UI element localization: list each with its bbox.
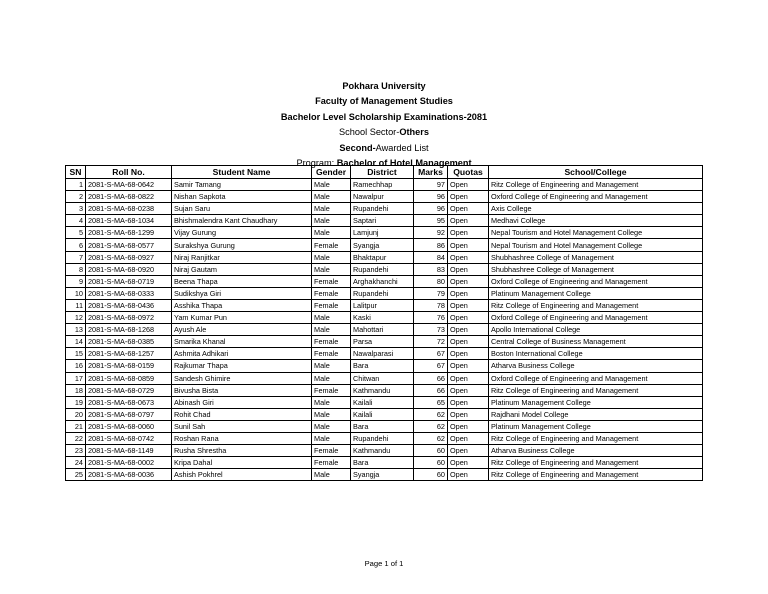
marks-cell: 62 [414,432,448,444]
student-name-cell: Ashish Pokhrel [172,469,312,481]
table-row [66,179,703,191]
district-cell: Rupandehi [351,287,414,299]
quota-cell: Open [448,408,489,420]
district-cell: Nawalparasi [351,348,414,360]
district-cell: Chitwan [351,372,414,384]
roll-number-cell: 2081-S-MA-68-0385 [86,336,172,348]
table-row [66,420,703,432]
table-row [66,312,703,324]
column-header: Gender [312,166,351,179]
district-cell: Nawalpur [351,191,414,203]
table-row [66,445,703,457]
serial-number-cell: 10 [66,287,86,299]
marks-cell: 60 [414,457,448,469]
gender-cell: Male [312,227,351,239]
college-cell: Oxford College of Engineering and Management [489,275,703,287]
marks-cell: 60 [414,469,448,481]
quota-cell: Open [448,179,489,191]
college-cell: Platinum Management College [489,287,703,299]
district-cell: Kailali [351,396,414,408]
college-cell: Oxford College of Engineering and Management [489,191,703,203]
column-header: School/College [489,166,703,179]
district-cell: Bhaktapur [351,251,414,263]
quota-cell: Open [448,469,489,481]
roll-number-cell: 2081-S-MA-68-1299 [86,227,172,239]
student-name-cell: Rohit Chad [172,408,312,420]
college-cell: Nepal Tourism and Hotel Management College [489,239,703,251]
roll-number-cell: 2081-S-MA-68-0927 [86,251,172,263]
serial-number-cell: 19 [66,396,86,408]
table-row [66,360,703,372]
quota-cell: Open [448,191,489,203]
district-cell: Kathmandu [351,384,414,396]
district-cell: Kailali [351,408,414,420]
quota-cell: Open [448,445,489,457]
gender-cell: Male [312,179,351,191]
table-row [66,384,703,396]
student-name-cell: Roshan Rana [172,432,312,444]
column-header: Student Name [172,166,312,179]
table-row [66,348,703,360]
roll-number-cell: 2081-S-MA-68-0238 [86,203,172,215]
table-row [66,299,703,311]
serial-number-cell: 1 [66,179,86,191]
serial-number-cell: 24 [66,457,86,469]
roll-number-cell: 2081-S-MA-68-0642 [86,179,172,191]
serial-number-cell: 7 [66,251,86,263]
quota-cell: Open [448,384,489,396]
college-cell: Ritz College of Engineering and Management [489,384,703,396]
quota-cell: Open [448,348,489,360]
quota-cell: Open [448,432,489,444]
table-row [66,251,703,263]
serial-number-cell: 17 [66,372,86,384]
serial-number-cell: 14 [66,336,86,348]
roll-number-cell: 2081-S-MA-68-0436 [86,299,172,311]
student-name-cell: Beena Thapa [172,275,312,287]
document-header [0,79,768,171]
marks-cell: 92 [414,227,448,239]
gender-cell: Female [312,457,351,469]
gender-cell: Male [312,312,351,324]
marks-cell: 83 [414,263,448,275]
table-row [66,324,703,336]
roll-number-cell: 2081-S-MA-68-0742 [86,432,172,444]
serial-number-cell: 18 [66,384,86,396]
roll-number-cell: 2081-S-MA-68-1257 [86,348,172,360]
gender-cell: Male [312,420,351,432]
marks-cell: 96 [414,203,448,215]
quota-cell: Open [448,312,489,324]
table-row [66,432,703,444]
roll-number-cell: 2081-S-MA-68-0577 [86,239,172,251]
quota-cell: Open [448,239,489,251]
table-row [66,227,703,239]
serial-number-cell: 9 [66,275,86,287]
college-cell: Atharva Business College [489,360,703,372]
student-name-cell: Kripa Dahal [172,457,312,469]
serial-number-cell: 15 [66,348,86,360]
student-name-cell: Samir Tamang [172,179,312,191]
marks-cell: 66 [414,372,448,384]
gender-cell: Male [312,203,351,215]
marks-cell: 80 [414,275,448,287]
serial-number-cell: 20 [66,408,86,420]
student-name-cell: Rusha Shrestha [172,445,312,457]
district-cell: Lalitpur [351,299,414,311]
district-cell: Bara [351,360,414,372]
table-row [66,408,703,420]
serial-number-cell: 16 [66,360,86,372]
college-cell: Platinum Management College [489,396,703,408]
student-name-cell: Sujan Saru [172,203,312,215]
sector-label: School Sector- [339,127,400,138]
student-name-cell: Surakshya Gurung [172,239,312,251]
sector-value: Others [399,127,429,138]
student-name-cell: Bhishmalendra Kant Chaudhary [172,215,312,227]
student-name-cell: Bivusha Bista [172,384,312,396]
college-cell: Medhavi College [489,215,703,227]
student-name-cell: Asshika Thapa [172,299,312,311]
university-name: Pokhara University [342,81,426,91]
quota-cell: Open [448,263,489,275]
roll-number-cell: 2081-S-MA-68-1149 [86,445,172,457]
quota-cell: Open [448,203,489,215]
district-cell: Rupandehi [351,263,414,275]
gender-cell: Male [312,396,351,408]
marks-cell: 84 [414,251,448,263]
column-header: Roll No. [86,166,172,179]
gender-cell: Male [312,469,351,481]
roll-number-cell: 2081-S-MA-68-0060 [86,420,172,432]
college-cell: Ritz College of Engineering and Management [489,179,703,191]
college-cell: Rajdhani Model College [489,408,703,420]
roll-number-cell: 2081-S-MA-68-0333 [86,287,172,299]
gender-cell: Male [312,324,351,336]
gender-cell: Male [312,263,351,275]
table-row [66,239,703,251]
gender-cell: Male [312,215,351,227]
college-cell: Central College of Business Management [489,336,703,348]
student-name-cell: Niraj Ranjitkar [172,251,312,263]
marks-cell: 97 [414,179,448,191]
roll-number-cell: 2081-S-MA-68-0859 [86,372,172,384]
college-cell: Oxford College of Engineering and Management [489,312,703,324]
list-value: Awarded List [375,142,429,153]
scholarship-table [65,165,703,481]
student-name-cell: Sandesh Ghimire [172,372,312,384]
college-cell: Ritz College of Engineering and Management [489,457,703,469]
program-label: Program: [296,158,337,169]
student-name-cell: Nishan Sapkota [172,191,312,203]
student-name-cell: Ayush Ale [172,324,312,336]
college-cell: Axis College [489,203,703,215]
roll-number-cell: 2081-S-MA-68-0036 [86,469,172,481]
gender-cell: Male [312,251,351,263]
district-cell: Arghakhanchi [351,275,414,287]
roll-number-cell: 2081-S-MA-68-1268 [86,324,172,336]
college-cell: Platinum Management College [489,420,703,432]
college-cell: Ritz College of Engineering and Management [489,469,703,481]
column-header: Marks [414,166,448,179]
table-row [66,457,703,469]
gender-cell: Male [312,191,351,203]
table-row [66,336,703,348]
table-row [66,469,703,481]
column-header: District [351,166,414,179]
district-cell: Kathmandu [351,445,414,457]
column-header: SN [66,166,86,179]
table-body [66,179,703,481]
table-row [66,263,703,275]
gender-cell: Female [312,336,351,348]
table-row [66,191,703,203]
serial-number-cell: 6 [66,239,86,251]
quota-cell: Open [448,287,489,299]
roll-number-cell: 2081-S-MA-68-0673 [86,396,172,408]
gender-cell: Female [312,275,351,287]
college-cell: Shubhashree College of Management [489,251,703,263]
quota-cell: Open [448,299,489,311]
gender-cell: Male [312,360,351,372]
serial-number-cell: 25 [66,469,86,481]
marks-cell: 60 [414,445,448,457]
gender-cell: Female [312,299,351,311]
roll-number-cell: 2081-S-MA-68-0972 [86,312,172,324]
district-cell: Syangja [351,239,414,251]
serial-number-cell: 23 [66,445,86,457]
marks-cell: 62 [414,420,448,432]
table-row [66,275,703,287]
marks-cell: 79 [414,287,448,299]
list-label: Second- [339,142,376,153]
gender-cell: Male [312,408,351,420]
college-cell: Ritz College of Engineering and Management [489,299,703,311]
serial-number-cell: 21 [66,420,86,432]
student-name-cell: Yam Kumar Pun [172,312,312,324]
serial-number-cell: 3 [66,203,86,215]
district-cell: Syangja [351,469,414,481]
serial-number-cell: 2 [66,191,86,203]
district-cell: Rupandehi [351,203,414,215]
marks-cell: 67 [414,348,448,360]
serial-number-cell: 5 [66,227,86,239]
district-cell: Parsa [351,336,414,348]
column-header: Quotas [448,166,489,179]
gender-cell: Male [312,372,351,384]
table-row [66,396,703,408]
marks-cell: 76 [414,312,448,324]
marks-cell: 66 [414,384,448,396]
district-cell: Kaski [351,312,414,324]
faculty-name: Faculty of Management Studies [315,96,453,107]
exam-title: Bachelor Level Scholarship Examinations-2081 [280,111,488,122]
college-cell: Ritz College of Engineering and Management [489,432,703,444]
marks-cell: 65 [414,396,448,408]
roll-number-cell: 2081-S-MA-68-0822 [86,191,172,203]
college-cell: Boston International College [489,348,703,360]
district-cell: Bara [351,420,414,432]
marks-cell: 72 [414,336,448,348]
student-name-cell: Abinash Giri [172,396,312,408]
serial-number-cell: 8 [66,263,86,275]
serial-number-cell: 11 [66,299,86,311]
marks-cell: 96 [414,191,448,203]
quota-cell: Open [448,336,489,348]
district-cell: Saptari [351,215,414,227]
serial-number-cell: 22 [66,432,86,444]
quota-cell: Open [448,251,489,263]
list-line [0,141,768,156]
student-name-cell: Sunil Sah [172,420,312,432]
marks-cell: 62 [414,408,448,420]
quota-cell: Open [448,215,489,227]
gender-cell: Female [312,239,351,251]
college-cell: Nepal Tourism and Hotel Management College [489,227,703,239]
quota-cell: Open [448,372,489,384]
quota-cell: Open [448,324,489,336]
sector-line [0,125,768,140]
serial-number-cell: 12 [66,312,86,324]
roll-number-cell: 2081-S-MA-68-0159 [86,360,172,372]
college-cell: Atharva Business College [489,445,703,457]
student-name-cell: Rajkumar Thapa [172,360,312,372]
serial-number-cell: 4 [66,215,86,227]
district-cell: Mahottari [351,324,414,336]
marks-cell: 86 [414,239,448,251]
college-cell: Shubhashree College of Management [489,263,703,275]
student-name-cell: Ashmita Adhikari [172,348,312,360]
gender-cell: Female [312,384,351,396]
college-cell: Apollo International College [489,324,703,336]
marks-cell: 95 [414,215,448,227]
marks-cell: 67 [414,360,448,372]
table-row [66,287,703,299]
table-header-row [66,166,703,179]
gender-cell: Male [312,432,351,444]
serial-number-cell: 13 [66,324,86,336]
roll-number-cell: 2081-S-MA-68-0719 [86,275,172,287]
student-name-cell: Sudikshya Giri [172,287,312,299]
page-number: Page 1 of 1 [364,559,404,568]
district-cell: Ramechhap [351,179,414,191]
gender-cell: Female [312,287,351,299]
table-row [66,215,703,227]
table-row [66,372,703,384]
roll-number-cell: 2081-S-MA-68-0002 [86,457,172,469]
college-cell: Oxford College of Engineering and Management [489,372,703,384]
quota-cell: Open [448,457,489,469]
district-cell: Rupandehi [351,432,414,444]
quota-cell: Open [448,420,489,432]
marks-cell: 73 [414,324,448,336]
roll-number-cell: 2081-S-MA-68-0729 [86,384,172,396]
quota-cell: Open [448,275,489,287]
district-cell: Bara [351,457,414,469]
roll-number-cell: 2081-S-MA-68-1034 [86,215,172,227]
student-name-cell: Niraj Gautam [172,263,312,275]
marks-cell: 78 [414,299,448,311]
student-name-cell: Smarika Khanal [172,336,312,348]
district-cell: Lamjunj [351,227,414,239]
quota-cell: Open [448,396,489,408]
roll-number-cell: 2081-S-MA-68-0920 [86,263,172,275]
program-value: Bachelor of Hotel Management [336,158,472,169]
gender-cell: Female [312,445,351,457]
gender-cell: Female [312,348,351,360]
quota-cell: Open [448,227,489,239]
quota-cell: Open [448,360,489,372]
table-row [66,203,703,215]
student-name-cell: Vijay Gurung [172,227,312,239]
roll-number-cell: 2081-S-MA-68-0797 [86,408,172,420]
